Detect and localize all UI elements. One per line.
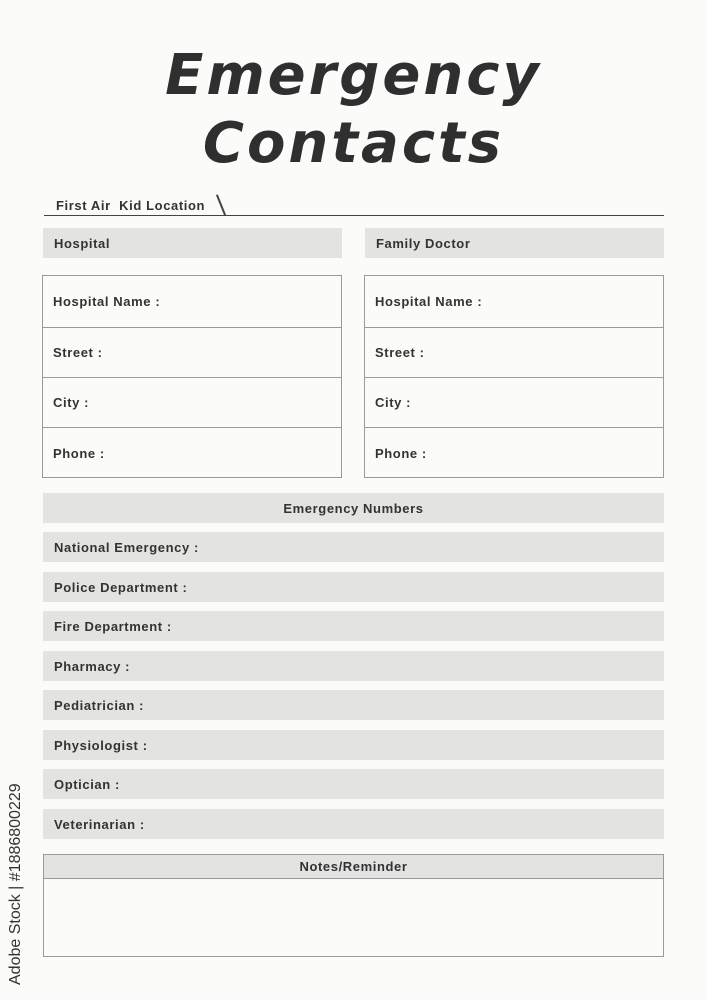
subtitle: First Air Kid Location — [56, 198, 206, 213]
emergency-numbers-header: Emergency Numbers — [43, 493, 664, 523]
national-emergency-field[interactable]: National Emergency : — [43, 532, 664, 562]
subtitle-line — [44, 196, 664, 216]
fire-department-field[interactable]: Fire Department : — [43, 611, 664, 641]
hospital-header: Hospital — [43, 228, 342, 258]
hospital-phone-field[interactable]: Phone : — [53, 445, 105, 461]
hospital-street-field[interactable]: Street : — [43, 328, 341, 378]
pharmacy-field[interactable]: Pharmacy : — [43, 651, 664, 681]
notes-box — [43, 854, 664, 957]
veterinarian-field[interactable]: Veterinarian : — [43, 809, 664, 839]
page-title-line-1: Emergency — [165, 43, 542, 108]
optician-field[interactable]: Optician : — [43, 769, 664, 799]
subtitle-slash — [216, 195, 226, 216]
hospital-form — [42, 275, 342, 478]
physiologist-field[interactable]: Physiologist : — [43, 730, 664, 760]
notes-textarea[interactable] — [44, 879, 663, 957]
doctor-phone-field[interactable]: Phone : — [375, 445, 427, 461]
hospital-name-field[interactable]: Hospital Name : — [43, 276, 341, 328]
doctor-street-field[interactable]: Street : — [365, 328, 663, 378]
family-doctor-form — [364, 275, 664, 478]
page-title-line-2: Contacts — [202, 111, 505, 176]
pediatrician-field[interactable]: Pediatrician : — [43, 690, 664, 720]
hospital-city-field[interactable]: City : — [43, 378, 341, 428]
family-doctor-header: Family Doctor — [365, 228, 664, 258]
police-department-field[interactable]: Police Department : — [43, 572, 664, 602]
notes-header: Notes/Reminder — [44, 855, 663, 879]
doctor-city-field[interactable]: City : — [365, 378, 663, 428]
doctor-hospital-name-field[interactable]: Hospital Name : — [365, 276, 663, 328]
side-watermark: Adobe Stock | #1886800229 — [7, 783, 24, 985]
